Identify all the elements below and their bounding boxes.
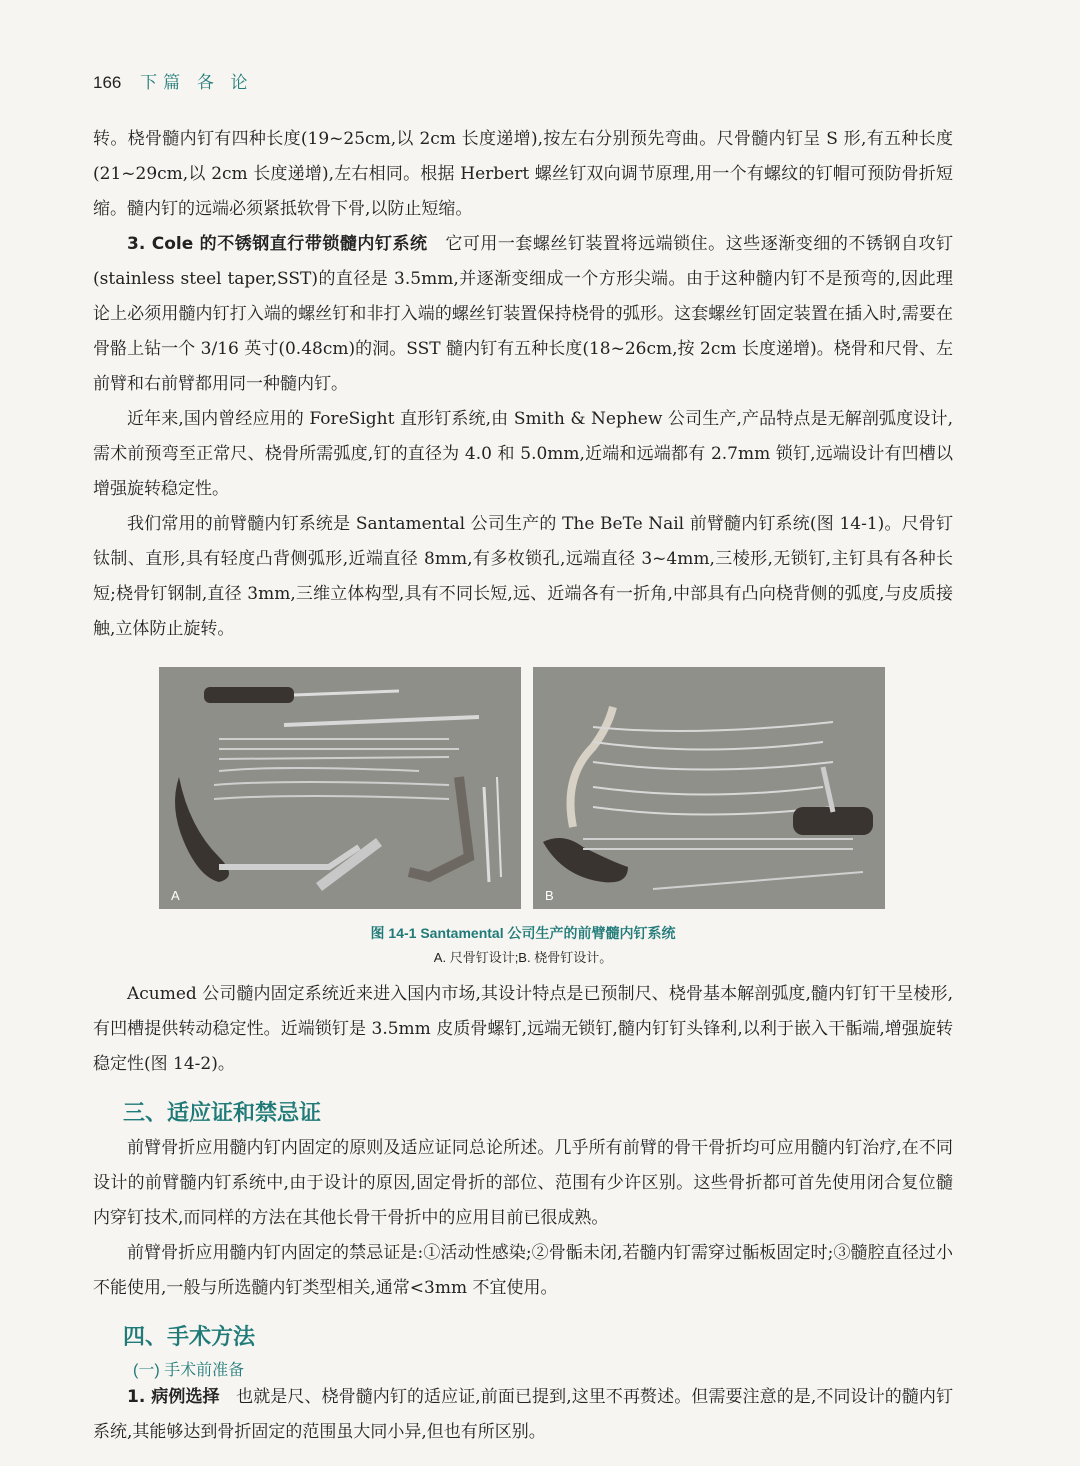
- paragraph: Acumed 公司髓内固定系统近来进入国内市场,其设计特点是已预制尺、桡骨基本解剖弧度,髓内钉钉干呈棱形,有凹槽提供转动稳定性。近端锁钉是 3.5mm 皮质骨螺钉,远端无锁钉,髓内钉钉头锋利,以利于嵌入干骺端,增强旋转稳定性(图 14-2)。: [93, 984, 953, 1074]
- instrument-photo-a: [159, 667, 521, 909]
- section-heading: 四、手术方法: [123, 1325, 256, 1350]
- instrument-photo-b: [533, 667, 885, 909]
- paragraph-title: 1. 病例选择: [127, 1387, 220, 1407]
- paragraph: 我们常用的前臂髓内钉系统是 Santamental 公司生产的 The BeTe Nail 前臂髓内钉系统(图 14-1)。尺骨钉钛制、直形,具有轻度凸背侧弧形,近端直径 8mm,有多枚锁孔,远端直径 3~4mm,三棱形,无锁钉,主钉具有各种长短;桡骨钉钢制,直径 3mm,三维立体构型,具有不同长短,远、近端各有一折角,中部具有凸向桡背侧的弧度,与皮质接触,立体防止旋转。: [93, 514, 953, 639]
- figure-caption: [93, 923, 953, 966]
- figure-caption-sub: A. 尺骨钉设计;B. 桡骨钉设计。: [433, 950, 613, 965]
- page-number: 166: [93, 73, 122, 92]
- paragraph: [93, 227, 953, 402]
- paragraph: 近年来,国内曾经应用的 ForeSight 直形钉系统,由 Smith & Nephew 公司生产,产品特点是无解剖弧度设计,需术前预弯至正常尺、桡骨所需弧度,钉的直径为 4.0 和 5.0mm,近端和远端都有 2.7mm 锁钉,远端设计有凹槽以增强旋转稳定性。: [93, 409, 953, 499]
- paragraph: 转。桡骨髓内钉有四种长度(19~25cm,以 2cm 长度递增),按左右分别预先弯曲。尺骨髓内钉呈 S 形,有五种长度(21~29cm,以 2cm 长度递增),左右相同。根据 Herbert 螺丝钉双向调节原理,用一个有螺纹的钉帽可预防骨折短缩。髓内钉的远端必须紧抵软骨下骨,以防止短缩。: [93, 129, 953, 219]
- figure-caption-title: 图 14-1 Santamental 公司生产的前臂髓内钉系统: [370, 925, 676, 941]
- paragraph-title: 3. Cole 的不锈钢直行带锁髓内钉系统: [127, 234, 428, 254]
- page-body: [93, 122, 953, 1450]
- paragraph-body: 它可用一套螺丝钉装置将远端锁住。这些逐渐变细的不锈钢自攻钉(stainless steel taper,SST)的直径是 3.5mm,并逐渐变细成一个方形尖端。由于这种髓内钉不是预弯的,因此理论上必须用髓内钉打入端的螺丝钉和非打入端的螺丝钉装置保持桡骨的弧形。这套螺丝钉固定装置在插入时,需要在骨骼上钻一个 3/16 英寸(0.48cm)的洞。SST 髓内钉有五种长度(18~26cm,按 2cm 长度递增)。桡骨和尺骨、左前臂和右前臂都用同一种髓内钉。: [93, 234, 954, 394]
- figure-photo-a: [159, 667, 521, 909]
- photo-label-b: B: [545, 888, 554, 903]
- section-title: 下篇 各 论: [140, 73, 254, 92]
- paragraph: 前臂骨折应用髓内钉内固定的原则及适应证同总论所述。几乎所有前臂的骨干骨折均可应用髓内钉治疗,在不同设计的前臂髓内钉系统中,由于设计的原因,固定骨折的部位、范围有少许区别。这些骨折都可首先使用闭合复位髓内穿钉技术,而同样的方法在其他长骨干骨折中的应用目前已很成熟。: [93, 1138, 953, 1228]
- figure-photo-b: [533, 667, 885, 909]
- paragraph-body: 也就是尺、桡骨髓内钉的适应证,前面已提到,这里不再赘述。但需要注意的是,不同设计的髓内钉系统,其能够达到骨折固定的范围虽大同小异,但也有所区别。: [93, 1387, 953, 1442]
- photo-label-a: A: [171, 888, 180, 903]
- page-header: [93, 68, 254, 93]
- figure-14-1: [93, 667, 953, 965]
- paragraph: [93, 1380, 953, 1450]
- section-heading: 三、适应证和禁忌证: [123, 1101, 322, 1126]
- subsection-heading: (一) 手术前准备: [133, 1362, 245, 1379]
- paragraph: 前臂骨折应用髓内钉内固定的禁忌证是:①活动性感染;②骨骺未闭,若髓内钉需穿过骺板固定时;③髓腔直径过小不能使用,一般与所选髓内钉类型相关,通常<3mm 不宜使用。: [93, 1243, 953, 1298]
